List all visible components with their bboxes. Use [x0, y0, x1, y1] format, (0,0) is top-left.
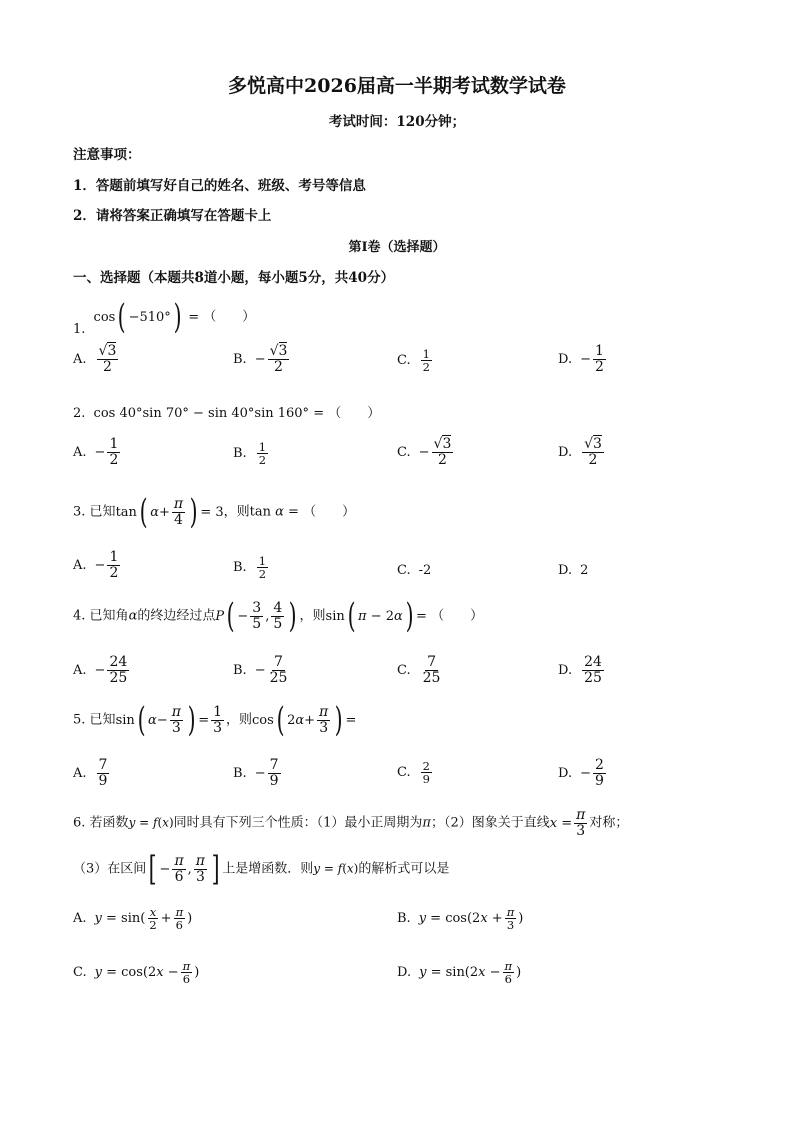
- question-text: 已知角: [89, 608, 129, 624]
- notes-heading: 注意事项：: [73, 147, 141, 163]
- exam-title: 多悦高中2026届高一半期考试数学试卷: [228, 75, 566, 97]
- pi-symbol: π: [422, 815, 431, 831]
- option-value: 2: [580, 563, 589, 578]
- question-text: 若函数: [89, 815, 129, 831]
- q2-option-d: D. $\frac{√3}{2}$: [558, 436, 602, 468]
- exam-time: 考试时间：120分钟；: [328, 114, 466, 130]
- answer-blank: （ ）: [431, 608, 484, 624]
- question-text: 的解析式可以是: [358, 861, 450, 877]
- question-text: 已知: [89, 712, 116, 728]
- alpha-symbol: α: [128, 608, 138, 624]
- question-text: 对称；: [589, 815, 629, 831]
- question-number: 2.: [73, 406, 86, 421]
- question-5: 5. 已知sin( α− $\frac{\pi}{3}$ ) = $\frac{1}{3}$ ，则cos( 2α+ $\frac{\pi}{3}$ ) =: [73, 700, 357, 740]
- q6-option-b: B. y = cos(2x + $\frac{\pi}{3}$ ): [397, 905, 524, 933]
- question-6-line-2: （3）在区间[ − $\frac{\pi}{6}$ , $\frac{\pi}{3}$ ] 上是增函数．则y = f(x)的解析式可以是: [73, 849, 450, 889]
- q5-option-d: D. − $\frac{2}{9}$: [558, 757, 604, 789]
- q5-option-b: B. − $\frac{7}{9}$: [233, 757, 279, 789]
- q6-option-a: A. y = sin( $\frac{x}{2}$ + $\frac{\pi}{6}$ ): [73, 905, 193, 933]
- note-item-2: 2．请将答案正确填写在答题卡上: [73, 208, 272, 224]
- q3-option-d: D. 2: [558, 563, 589, 578]
- q3-option-b: B. $\frac{1}{2}$: [233, 554, 267, 582]
- q4-option-b: B. − $\frac{7}{25}$: [233, 654, 288, 686]
- note-item-1: 1．答题前填写好自己的姓名、班级、考号等信息: [73, 178, 366, 194]
- answer-blank: （ ）: [203, 309, 256, 325]
- answer-blank: （ ）: [328, 406, 381, 421]
- question-number: 1.: [73, 321, 86, 337]
- question-number: 6.: [73, 815, 86, 831]
- q4-option-d: D. $\frac{24}{25}$: [558, 654, 602, 686]
- question-number: 3.: [73, 504, 86, 520]
- question-text: 已知: [89, 504, 116, 520]
- q5-option-a: A. $\frac{7}{9}$: [73, 757, 108, 789]
- question-number: 4.: [73, 608, 86, 624]
- q1-option-a: A. $\frac{√3}{2}$: [73, 343, 117, 375]
- question-text: ；（2）图象关于直线: [430, 815, 550, 831]
- answer-blank: （ ）: [303, 504, 356, 520]
- q3-option-a: A. − $\frac{1}{2}$: [73, 549, 119, 581]
- q6-option-c: C. y = cos(2x − $\frac{\pi}{6}$ ): [73, 959, 200, 987]
- question-text: ，则: [223, 504, 250, 520]
- question-text: （3）在区间: [73, 861, 147, 877]
- question-2: 2. cos 40°sin 70° − sin 40°sin 160° = （ ）: [73, 406, 381, 421]
- question-number: 5.: [73, 712, 86, 728]
- q4-option-a: A. − $\frac{24}{25}$: [73, 654, 128, 686]
- q2-option-b: B. $\frac{1}{2}$: [233, 440, 267, 468]
- q4-option-c: C. $\frac{7}{25}$: [397, 654, 441, 686]
- volume-title: 第I卷（选择题）: [348, 240, 446, 255]
- q2-option-a: A. − $\frac{1}{2}$: [73, 436, 119, 468]
- q1-option-c: C. $\frac{1}{2}$: [397, 347, 430, 375]
- option-value: -2: [418, 563, 432, 578]
- question-6-line-1: 6. 若函数y = f(x)同时具有下列三个性质：（1）最小正周期为π；（2）图象关于直线x = $\frac{\pi}{3}$ 对称；: [73, 807, 629, 839]
- question-text: 上是增函数．则: [222, 861, 314, 877]
- question-1: 1. cos( −510°) = （ ）: [73, 297, 256, 337]
- q1-option-b: B. − $\frac{√3}{2}$: [233, 343, 288, 375]
- question-4: 4. 已知角α的终边经过点P( − $\frac{3}{5}$ , $\frac{4}{5}$ ) ，则sin( π − 2α) = （ ）: [73, 596, 484, 636]
- question-3: 3. 已知tan( α+ $\frac{\pi}{4}$ ) = 3，则tan α = （ ）: [73, 492, 356, 532]
- question-text: ，则: [299, 608, 326, 624]
- question-text: 的终边经过点: [137, 608, 216, 624]
- q2-option-c: C. − $\frac{√3}{2}$: [397, 436, 452, 468]
- question-text: 同时具有下列三个性质：（1）最小正周期为: [173, 815, 423, 831]
- q6-option-d: D. y = sin(2x − $\frac{\pi}{6}$ ): [397, 959, 522, 987]
- q3-option-c: C. -2: [397, 563, 432, 578]
- q1-option-d: D. − $\frac{1}{2}$: [558, 343, 604, 375]
- q5-option-c: C. $\frac{2}{9}$: [397, 759, 430, 787]
- question-text: ，则: [226, 712, 253, 728]
- section-heading: 一、选择题（本题共8道小题，每小题5分，共40分）: [73, 270, 395, 286]
